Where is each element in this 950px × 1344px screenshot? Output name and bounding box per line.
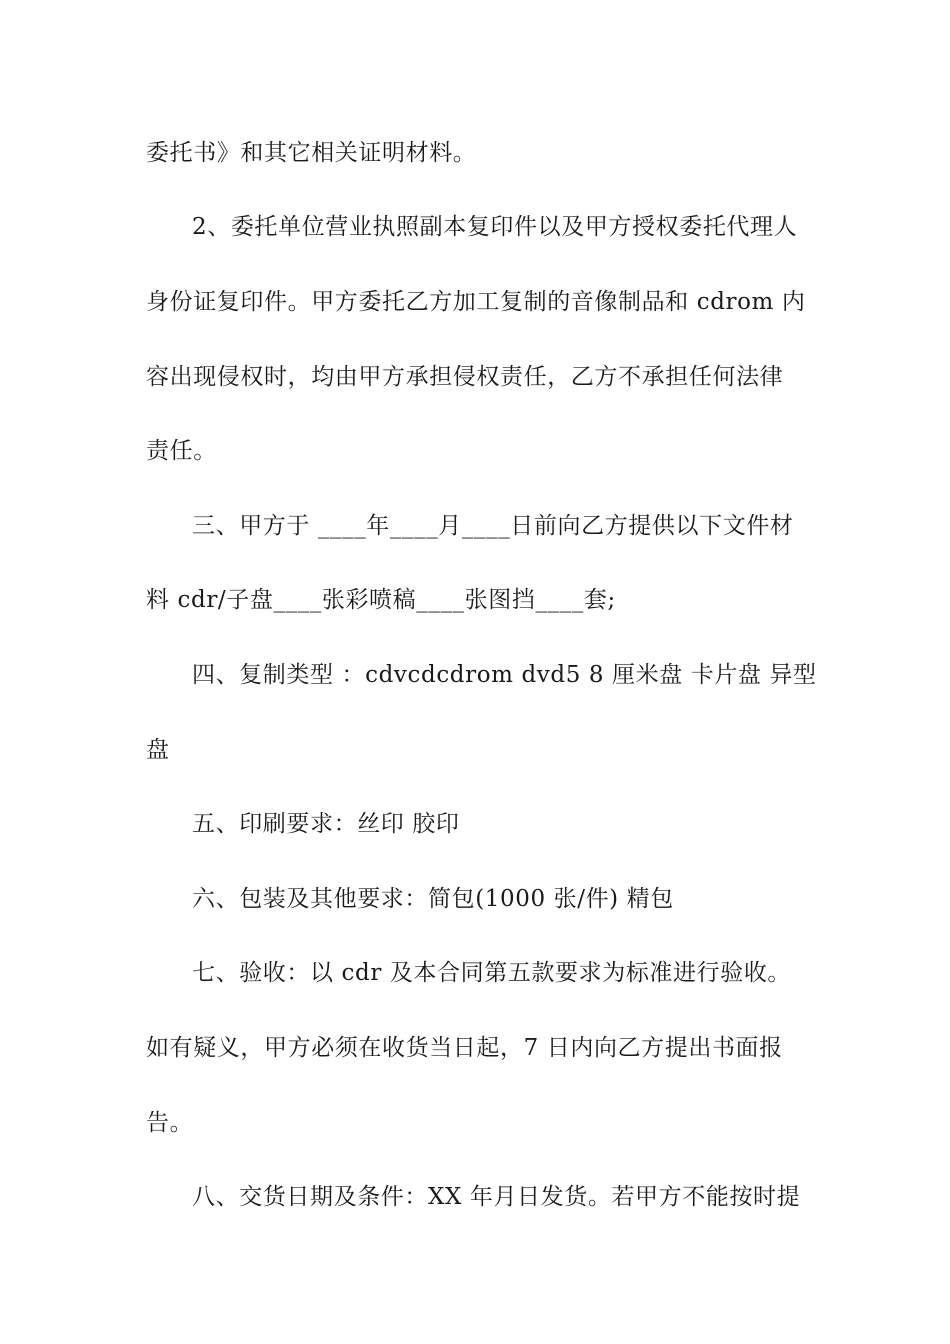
text-line: 四、复制类型 ：cdvcdcdrom dvd5 8 厘米盘 卡片盘 异型 — [192, 662, 817, 688]
text-line: 2、委托单位营业执照副本复印件以及甲方授权委托代理人 — [192, 214, 798, 240]
text-line: 告。 — [146, 1110, 194, 1136]
text-line: 委托书》和其它相关证明材料。 — [146, 140, 477, 166]
text-line: 身份证复印件。甲方委托乙方加工复制的音像制品和 cdrom 内 — [146, 289, 806, 315]
text-line: 五、印刷要求：丝印 胶印 — [192, 811, 460, 837]
text-line: 责任。 — [146, 438, 217, 464]
text-line: 三、甲方于 ____年____月____日前向乙方提供以下文件材 — [192, 513, 794, 539]
text-line: 六、包装及其他要求：简包(1000 张/件) 精包 — [192, 886, 674, 912]
text-line: 容出现侵权时，均由甲方承担侵权责任，乙方不承担任何法律 — [146, 364, 784, 390]
text-line: 料 cdr/子盘____张彩喷稿____张图挡____套; — [146, 587, 616, 613]
text-line: 如有疑义，甲方必须在收货当日起，7 日内向乙方提出书面报 — [146, 1035, 783, 1061]
text-line: 盘 — [146, 737, 170, 763]
text-line: 七、验收：以 cdr 及本合同第五款要求为标准进行验收。 — [192, 960, 792, 986]
text-line: 八、交货日期及条件：XX 年月日发货。若甲方不能按时提 — [192, 1184, 801, 1210]
